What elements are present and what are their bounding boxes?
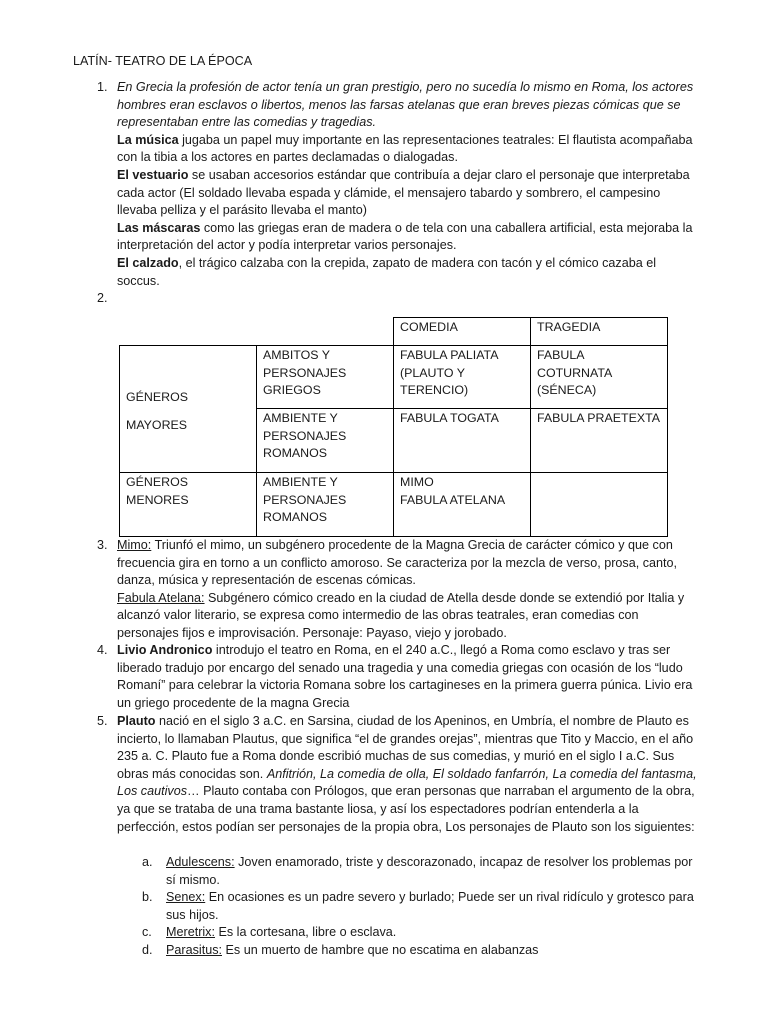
- character-term: Senex:: [166, 890, 206, 904]
- fabula-paliata-cell: [394, 346, 531, 409]
- cell-line: (PLAUTO Y: [400, 365, 465, 380]
- generos-menores-cell: GÉNEROS MENORES: [120, 473, 257, 537]
- cell-line: GRIEGOS: [263, 383, 321, 398]
- list-number: 3.: [97, 538, 108, 552]
- cell-line: (SÉNECA): [537, 383, 597, 398]
- term-mimo: Mimo:: [117, 538, 152, 552]
- cell-line: AMBITOS Y: [263, 348, 331, 362]
- cell-line: ROMANOS: [263, 510, 328, 525]
- genres-table: [119, 317, 668, 537]
- character-text: Es la cortesana, libre o esclava.: [214, 925, 397, 939]
- plauto-works: Anfitrión, La comedia de olla, El soldado fanfarrón, La comedia del fantasma, Los cautivos: [117, 766, 697, 799]
- livio-paragraph: [117, 642, 697, 712]
- character-text: Es un muerto de hambre que no escatima en alabanzas: [222, 943, 539, 957]
- term-mascaras: Las máscaras: [117, 220, 201, 235]
- ambitos-griegos-cell: [257, 346, 394, 409]
- plauto-text-1: nació en el siglo 3 a.C. en Sarsina, ciudad de los Apeninos, en Umbría, el nombre de Plauto es incierto, lo llamaban Plautus, que significa “el de grandes orejas”, mientras que Tito y Maccio, en el año 235 a. C. Plauto fue a Roma donde escribió muchas de sus comedias, y murió en el siglo I a.C. Sus obras más conocidas son.: [117, 714, 694, 781]
- mimo-atelana-cell: [394, 473, 531, 537]
- plauto-paragraph: [117, 713, 697, 836]
- ambiente-romano-cell: [257, 409, 394, 473]
- character-item-a: [142, 854, 696, 889]
- empty-tragedia-cell: [531, 473, 668, 537]
- cell-line: AMBIENTE Y: [263, 475, 338, 489]
- term-calzado: El calzado: [117, 255, 179, 270]
- cell-line: TERENCIO): [400, 383, 469, 398]
- mimo-text: Triunfó el mimo, un subgénero procedente de la Magna Grecia de carácter cómico y que con frecuencia gira en torno a un conflicto amoroso. Se caracteriza por la mezcla de verso, prosa, canto, danza, música y representación de escenas cómicas.: [117, 538, 678, 588]
- cell-line: PERSONAJES: [263, 365, 347, 380]
- header-comedia: COMEDIA: [394, 318, 531, 346]
- vestuario-paragraph: [117, 167, 697, 220]
- character-text: En ocasiones es un padre severo y burlado; Puede ser un rival ridículo y grotesco para sus hijos.: [166, 890, 694, 922]
- fabula-praetexta-cell: FABULA PRAETEXTA: [531, 409, 668, 473]
- fabula-togata-cell: FABULA TOGATA: [394, 409, 531, 473]
- mascaras-text: como las griegas eran de madera o de tela con una caballera artificial, esta mejoraba la interpretación del actor y podía interpretar varios personajes.: [117, 220, 693, 253]
- character-item-c: [142, 924, 696, 942]
- cell-line: AMBIENTE Y: [263, 411, 338, 425]
- cell-line: FABULA PALIATA: [400, 348, 499, 362]
- list-number: 5.: [97, 714, 108, 728]
- cell-line: MIMO: [400, 475, 434, 489]
- livio-text: introdujo el teatro en Roma, en el 240 a.C., llegó a Roma como esclavo y tras ser liberado tradujo por encargo del senado una tragedia y una comedia griegas con ocasión de los “ludo Romaní” para celebrar la victoria Romana sobre los cartagineses en la primera guerra púnica. Livio era un griego procedente de la magna Grecia: [117, 643, 693, 710]
- cell-line: PERSONAJES: [263, 428, 347, 443]
- character-term: Parasitus:: [166, 943, 222, 957]
- term-atelana: Fabula Atelana:: [117, 590, 205, 605]
- sub-letter: d.: [142, 943, 153, 957]
- table-blank-cell: [120, 318, 257, 346]
- sub-letter: c.: [142, 925, 152, 939]
- term-plauto: Plauto: [117, 714, 156, 728]
- cell-line: PERSONAJES: [263, 492, 347, 507]
- list-number: 4.: [97, 643, 108, 657]
- character-term: Adulescens:: [166, 855, 235, 869]
- atelana-text: Subgénero cómico creado en la ciudad de Atella desde donde se extendió por Italia y alcanzó valor literario, se expresa como intermedio de las obras teatrales, eran comedias con personajes fijos e improvisación. Personaje: Payaso, viejo y jorobado.: [117, 590, 685, 640]
- mayores-label: MAYORES: [126, 417, 188, 432]
- musica-paragraph: [117, 132, 697, 167]
- list-item-4: [97, 642, 697, 712]
- calzado-paragraph: [117, 255, 697, 290]
- cell-line: ROMANOS: [263, 446, 328, 461]
- sub-letter: b.: [142, 890, 153, 904]
- mascaras-paragraph: [117, 220, 697, 255]
- plauto-text-2: … Plauto contaba con Prólogos, que eran personas que narraban el argumento de la obra, ya que se trataba de una trama bastante liosa, y así los espectadores podrían entenderla a la perfección, estos podían ser personajes de la propia obra, Los personajes de Plauto son los siguientes:: [117, 784, 695, 834]
- table-blank-cell: [257, 318, 394, 346]
- cell-line: FABULA ATELANA: [400, 492, 506, 507]
- character-text: Joven enamorado, triste y descorazonado, incapaz de resolver los problemas por sí mismo.: [166, 855, 693, 887]
- mimo-paragraph: [117, 537, 697, 590]
- term-vestuario: El vestuario: [117, 167, 189, 182]
- list-item-5: [97, 713, 697, 836]
- cell-line: FABULA COTURNATA: [537, 348, 613, 380]
- character-item-d: [142, 942, 696, 960]
- generos-label: GÉNEROS: [126, 389, 188, 404]
- generos-mayores-cell: [120, 346, 257, 473]
- atelana-paragraph: [117, 590, 697, 643]
- term-livio: Livio Andronico: [117, 643, 213, 657]
- vestuario-text: se usaban accesorios estándar que contribuía a dejar claro el personaje que interpretaba cada actor (El soldado llevaba espada y clámide, el mensajero tabardo y sombrero, el campesino llevaba pelliza y el parásito llevaba el manto): [117, 167, 690, 218]
- calzado-text: , el trágico calzaba con la crepida, zapato de madera con tacón y el cómico cazaba el soccus.: [117, 255, 657, 288]
- list-number: 2.: [97, 291, 108, 305]
- term-musica: La música: [117, 132, 179, 147]
- sub-letter: a.: [142, 855, 153, 869]
- musica-text: jugaba un papel muy importante en las representaciones teatrales: El flautista acompañaba con la tibia a los actores en partes declamadas o dialogadas.: [117, 132, 693, 165]
- list-number: 1.: [97, 80, 108, 94]
- ambiente-menor-cell: [257, 473, 394, 537]
- character-item-b: [142, 889, 696, 924]
- intro-paragraph: En Grecia la profesión de actor tenía un gran prestigio, pero no sucedía lo mismo en Roma, los actores hombres eran esclavos o libertos, menos las farsas atelanas que eran breves piezas cómicas que se representaban entre las comedias y tragedias.: [117, 80, 694, 130]
- list-item-3: [97, 537, 697, 643]
- fabula-coturnata-cell: [531, 346, 668, 409]
- header-tragedia: TRAGEDIA: [531, 318, 668, 346]
- list-item-1: [97, 79, 697, 290]
- character-term: Meretrix:: [166, 925, 215, 939]
- document-title: LATÍN- TEATRO DE LA ÉPOCA: [73, 54, 253, 68]
